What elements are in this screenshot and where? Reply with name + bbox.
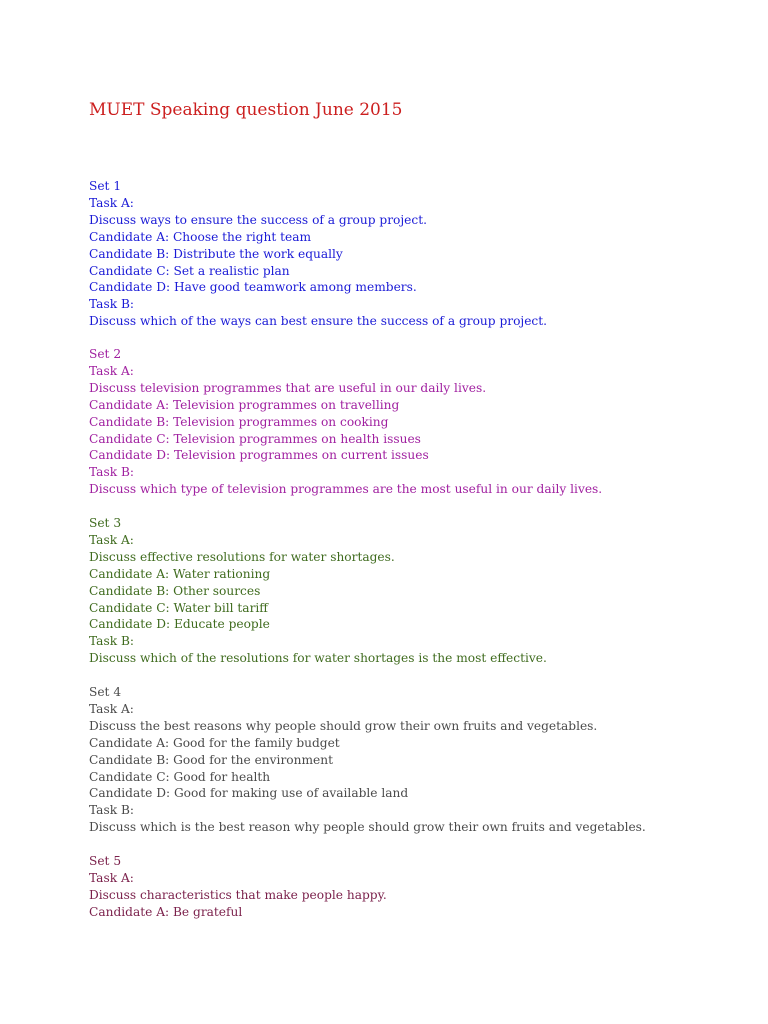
candidate-a-point: Candidate A: Choose the right team: [89, 229, 312, 244]
task-a-prompt: Discuss characteristics that make people happy.: [89, 887, 387, 902]
task-a-prompt: Discuss effective resolutions for water shortages.: [89, 549, 395, 564]
candidate-c-point: Candidate C: Television programmes on health issues: [89, 431, 421, 446]
question-set-2: [89, 346, 749, 498]
set-heading: Set 5: [89, 854, 122, 868]
candidate-d-point: Candidate D: Educate people: [89, 617, 270, 632]
task-a-prompt: Discuss the best reasons why people should grow their own fruits and vegetables.: [89, 718, 598, 733]
candidate-a-point: Candidate A: Be grateful: [89, 904, 243, 919]
task-a-label: Task A:: [89, 701, 134, 716]
task-a-label: Task A:: [89, 363, 134, 378]
set-heading: Set 2: [89, 347, 122, 361]
candidate-d-point: Candidate D: Television programmes on current issues: [89, 448, 429, 463]
task-b-prompt: Discuss which of the ways can best ensure the success of a group project.: [89, 314, 548, 329]
candidate-b-point: Candidate B: Television programmes on cooking: [89, 414, 389, 429]
candidate-c-point: Candidate C: Set a realistic plan: [89, 263, 290, 278]
candidate-c-point: Candidate C: Good for health: [89, 769, 271, 784]
question-set-1: [89, 178, 749, 330]
task-b-label: Task B:: [89, 803, 135, 818]
candidate-b-point: Candidate B: Other sources: [89, 583, 261, 598]
candidate-b-point: Candidate B: Good for the environment: [89, 752, 333, 767]
candidate-a-point: Candidate A: Good for the family budget: [89, 735, 340, 750]
task-a-label: Task A:: [89, 532, 134, 547]
candidate-d-point: Candidate D: Good for making use of available land: [89, 786, 409, 801]
candidate-a-point: Candidate A: Water rationing: [89, 566, 271, 581]
task-a-label: Task A:: [89, 870, 134, 885]
task-b-label: Task B:: [89, 465, 135, 480]
question-set-5: [89, 853, 749, 921]
candidate-c-point: Candidate C: Water bill tariff: [89, 600, 268, 615]
task-a-label: Task A:: [89, 195, 134, 210]
task-b-label: Task B:: [89, 634, 135, 649]
task-b-label: Task B:: [89, 297, 135, 312]
candidate-a-point: Candidate A: Television programmes on travelling: [89, 397, 400, 412]
candidate-d-point: Candidate D: Have good teamwork among members.: [89, 280, 417, 295]
task-a-prompt: Discuss ways to ensure the success of a group project.: [89, 212, 427, 227]
task-b-prompt: Discuss which is the best reason why people should grow their own fruits and vegetables.: [89, 820, 646, 835]
question-set-3: [89, 515, 749, 667]
task-b-prompt: Discuss which type of television programmes are the most useful in our daily lives.: [89, 482, 603, 497]
page-title: MUET Speaking question June 2015: [89, 100, 403, 120]
task-a-prompt: Discuss television programmes that are useful in our daily lives.: [89, 380, 487, 395]
set-heading: Set 4: [89, 685, 122, 699]
candidate-b-point: Candidate B: Distribute the work equally: [89, 246, 343, 261]
set-heading: Set 3: [89, 516, 122, 530]
question-set-4: [89, 684, 749, 836]
set-heading: Set 1: [89, 179, 122, 193]
task-b-prompt: Discuss which of the resolutions for water shortages is the most effective.: [89, 651, 547, 666]
